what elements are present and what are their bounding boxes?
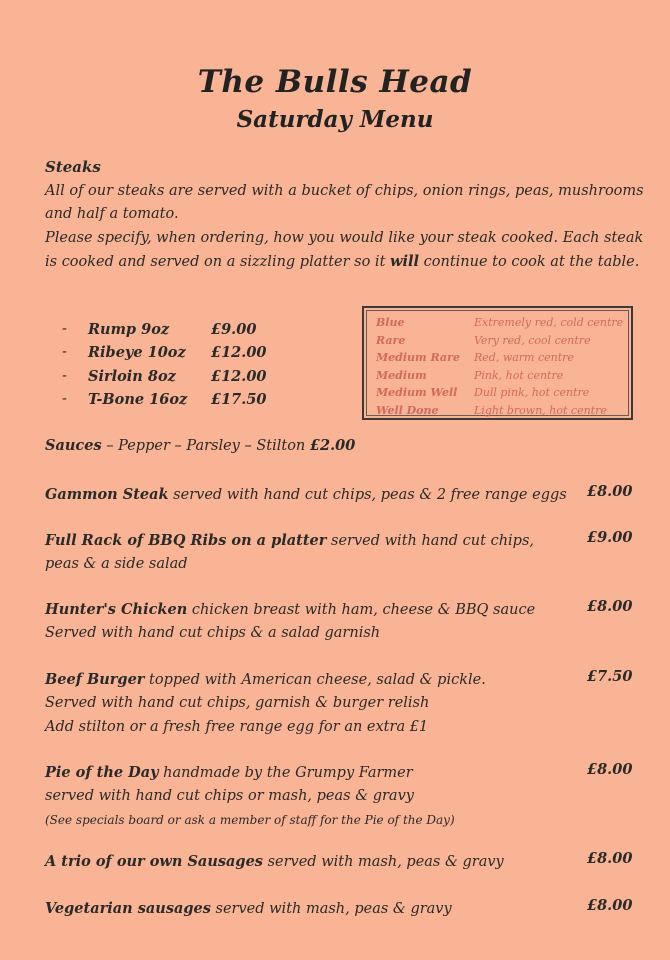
steak-name: T-Bone 16oz [88,390,188,408]
steaks-intro-text-1: All of our steaks are served with a bucket of chips, onion rings, peas, mushrooms and half a tomato. [45,183,644,223]
sauces-label: Sauces [45,437,102,454]
cooking-level: Rare [376,333,406,347]
steak-item [62,368,302,391]
dish-price: £7.50 [587,668,633,685]
steak-price: £12.00 [211,367,267,385]
steak-name: Rump 9oz [88,321,170,338]
dish-description: served with hand cut chips, [326,533,535,549]
steaks-intro-text-2a: Please specify, when ordering, how you would like your steak cooked. Each steak is cooked and served on a sizzling platter so it [45,229,644,270]
cooking-guide-inner-border [366,310,629,416]
dish-name: Vegetarian sausages [45,900,211,917]
sauces-list: – Pepper – Parsley – Stilton [101,438,310,454]
dish-name: A trio of our own Sausages [45,853,263,870]
restaurant-title: The Bulls Head [197,64,473,100]
sauces-price: £2.00 [309,437,356,454]
cooking-description: Light brown, hot centre [474,403,607,417]
dish-note: (See specials board or ask a member of staff for the Pie of the Day) [45,812,455,827]
list-dash: - [62,321,67,337]
dish-price: £8.00 [587,897,633,914]
steak-name: Ribeye 10oz [88,344,186,362]
menu-item-vegetarian-sausages [45,897,595,921]
steaks-intro [45,180,645,274]
steak-price: £12.00 [211,344,267,362]
dish-name: Gammon Steak [45,486,169,503]
cooking-level: Blue [376,316,405,329]
list-dash: - [62,344,67,361]
dish-name: Full Rack of BBQ Ribs on a platter [45,532,327,549]
dish-price: £8.00 [587,483,633,500]
list-dash: - [62,390,67,407]
sauces-line [45,437,355,454]
steak-item [62,391,302,414]
menu-subtitle: Saturday Menu [236,106,434,133]
dish-price: £9.00 [587,529,633,546]
cooking-description: Very red, cool centre [474,333,591,347]
steaks-heading: Steaks [45,158,101,176]
steaks-intro-text-2c: continue to cook at the table. [419,253,640,270]
dish-description: handmade by the Grumpy Farmer [158,765,413,781]
dish-description: served with mash, peas & gravy [262,854,504,870]
steak-price: £17.50 [211,390,267,408]
dish-price: £8.00 [587,761,633,778]
dish-description: topped with American cheese, salad & pickle. [144,672,486,688]
menu-item-hunters-chicken [45,598,595,646]
dish-price: £8.00 [587,850,633,867]
steaks-intro-text-2 [45,227,645,275]
dish-description: served with mash, peas & gravy [210,901,452,917]
list-dash: - [62,367,67,384]
dish-description-line-2: Served with hand cut chips, garnish & burger relish [45,695,430,712]
dish-name: Beef Burger [45,671,145,688]
cooking-level: Medium Well [376,386,458,399]
menu-item-beef-burger [45,668,595,739]
steak-list [62,321,302,414]
steak-item [62,321,302,344]
cooking-level: Medium [376,368,427,382]
cooking-description: Extremely red, cold centre [474,316,624,329]
menu-item-sausages [45,850,595,874]
dish-description-line-3: Add stilton or a fresh free range egg for an extra £1 [45,718,429,735]
dish-description-line-2: Served with hand cut chips & a salad garnish [45,625,381,642]
cooking-description: Red, warm centre [474,351,574,364]
dish-description: served with hand cut chips, peas & 2 free range eggs [168,487,567,503]
dish-description-line-2: served with hand cut chips or mash, peas & gravy [45,788,414,805]
dish-name: Hunter's Chicken [45,601,188,618]
menu-item-bbq-ribs [45,529,595,577]
cooking-level: Medium Rare [376,351,460,364]
steak-name: Sirloin 8oz [88,367,176,385]
steak-item [62,344,302,367]
steak-price: £9.00 [211,321,257,338]
cooking-level: Well Done [376,403,439,417]
dish-description-line-2: peas & a side salad [45,556,188,573]
dish-description: chicken breast with ham, cheese & BBQ sauce [187,602,536,618]
cooking-description: Dull pink, hot centre [474,386,590,399]
steaks-intro-emphasis: will [390,252,420,270]
menu-item-pie-of-the-day [45,761,595,832]
cooking-guide-box [362,306,633,420]
dish-name: Pie of the Day [45,764,159,781]
dish-price: £8.00 [587,598,633,615]
cooking-description: Pink, hot centre [474,368,564,382]
menu-item-gammon-steak [45,483,585,507]
